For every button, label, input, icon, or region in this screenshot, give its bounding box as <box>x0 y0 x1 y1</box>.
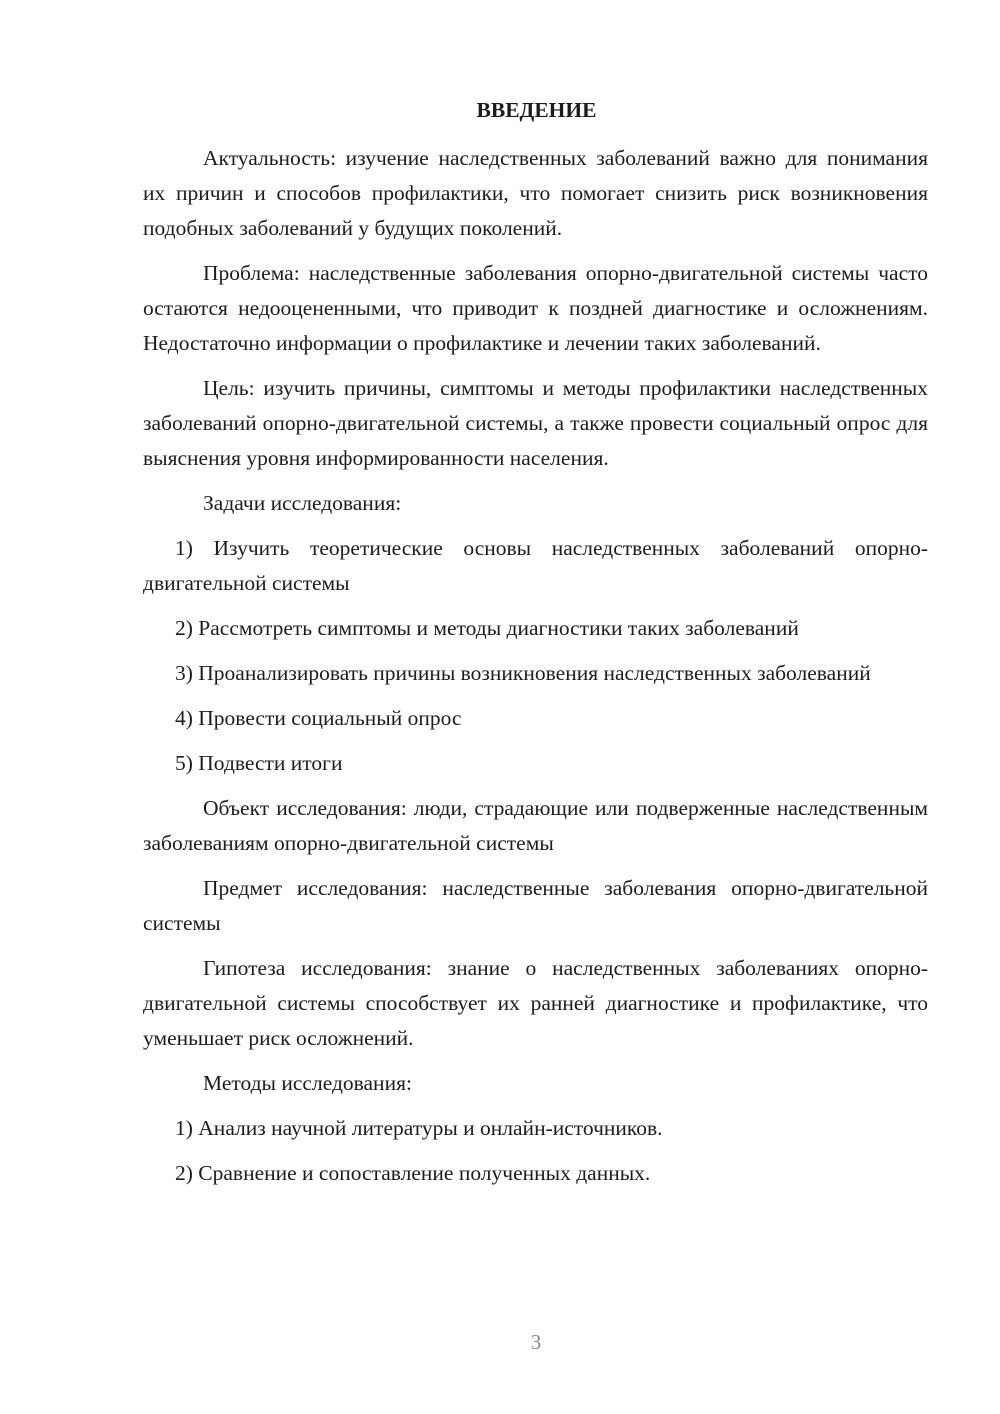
task-item-1: 1) Изучить теоретические основы наследственных заболеваний опорно-двигательной системы <box>143 536 928 595</box>
task-item-4: 4) Провести социальный опрос <box>175 706 462 730</box>
task-item-2: 2) Рассмотреть симптомы и методы диагностики таких заболеваний <box>175 616 799 640</box>
task-item-3: 3) Проанализировать причины возникновения наследственных заболеваний <box>175 661 871 685</box>
method-item-1: 1) Анализ научной литературы и онлайн-источников. <box>175 1116 663 1140</box>
goal-paragraph: Цель: изучить причины, симптомы и методы профилактики наследственных заболеваний опорно-двигательной системы, а также провести социальный опрос для выяснения уровня информированности населения. <box>143 376 928 470</box>
section-heading: ВВЕДЕНИЕ <box>476 98 597 122</box>
methods-heading: Методы исследования: <box>203 1071 412 1095</box>
page-number: 3 <box>530 1330 542 1354</box>
object-paragraph: Объект исследования: люди, страдающие или подверженные наследственным заболеваниям опорно-двигательной системы <box>143 796 928 855</box>
relevance-paragraph: Актуальность: изучение наследственных заболеваний важно для понимания их причин и способов профилактики, что помогает снизить риск возникновения подобных заболеваний у будущих поколений. <box>143 146 928 240</box>
subject-paragraph: Предмет исследования: наследственные заболевания опорно-двигательной системы <box>143 876 928 935</box>
document-page <box>143 92 928 1201</box>
problem-paragraph: Проблема: наследственные заболевания опорно-двигательной системы часто остаются недооцененными, что приводит к поздней диагностике и осложнениям. Недостаточно информации о профилактике и лечении таких заболеваний. <box>143 261 928 355</box>
method-item-2: 2) Сравнение и сопоставление полученных данных. <box>175 1161 651 1185</box>
task-item-5: 5) Подвести итоги <box>175 751 343 775</box>
hypothesis-paragraph: Гипотеза исследования: знание о наследственных заболеваниях опорно-двигательной системы способствует их ранней диагностике и профилактике, что уменьшает риск осложнений. <box>143 956 928 1050</box>
tasks-heading: Задачи исследования: <box>203 491 402 515</box>
